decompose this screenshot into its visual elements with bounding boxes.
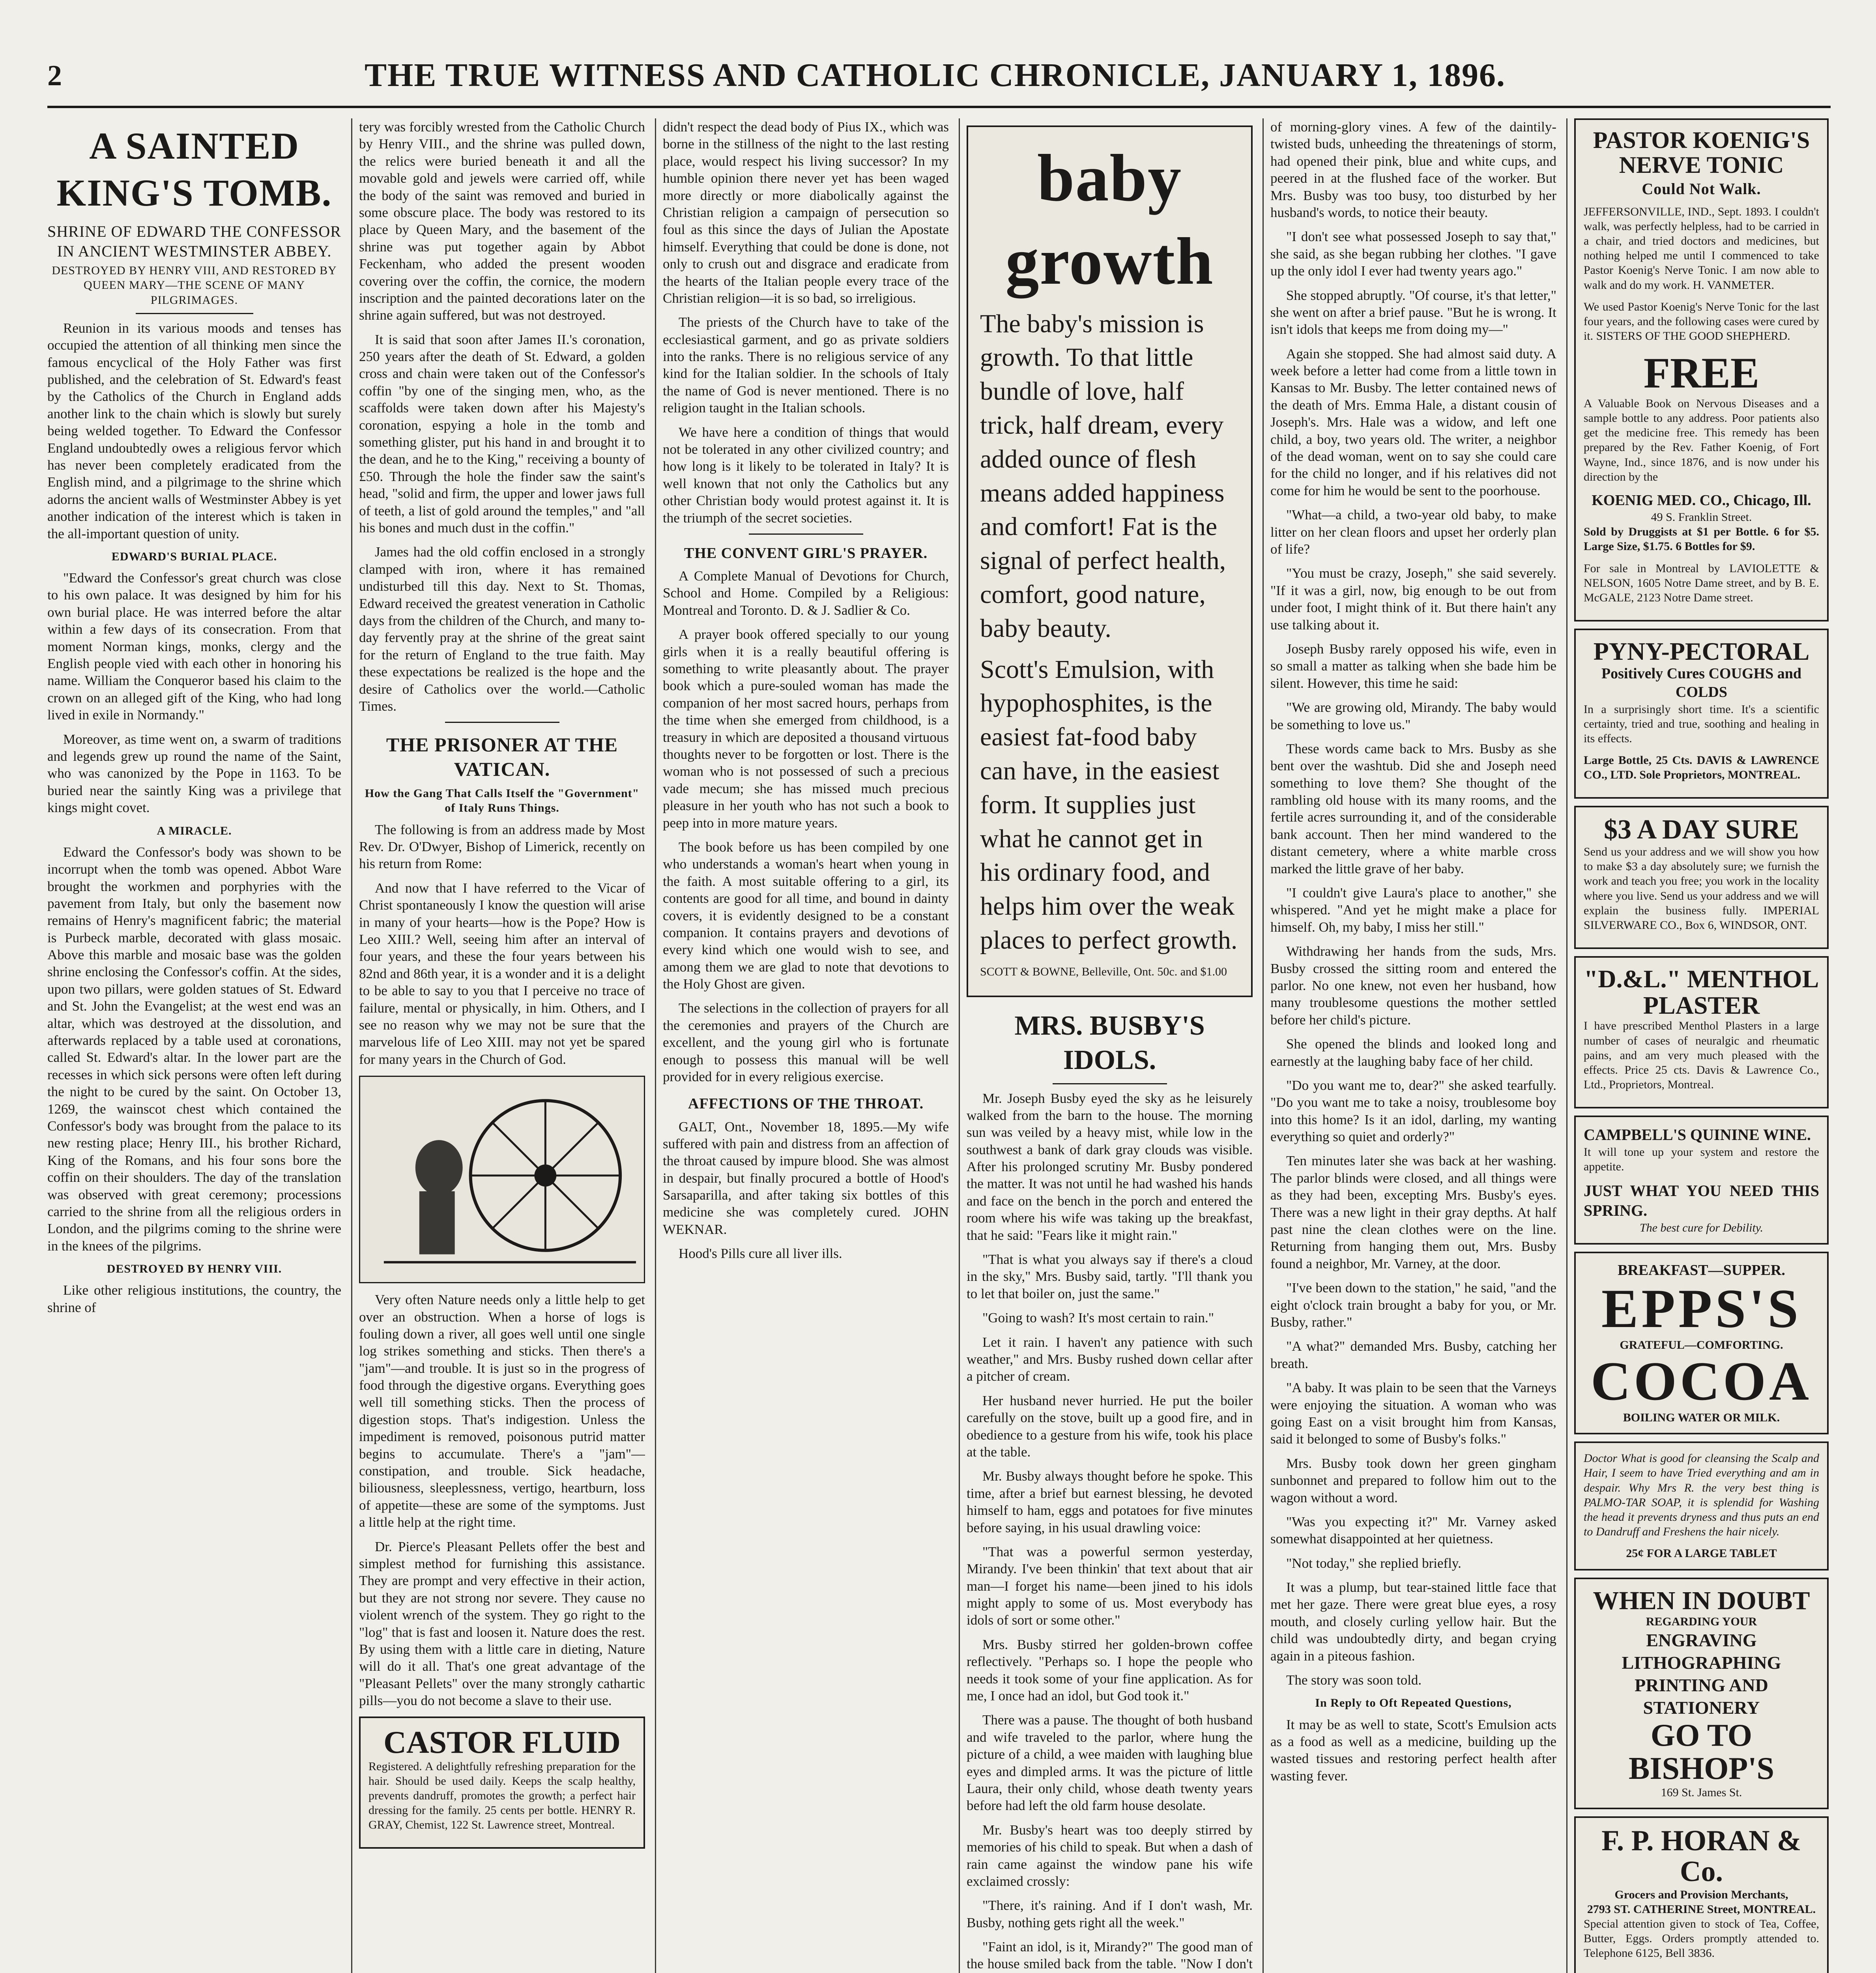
paragraph: "I've been down to the station," he said, "and the eight o'clock train brought a baby for you, or Mr. Busby, rather." (1270, 1280, 1556, 1330)
column-divider (1566, 118, 1567, 1973)
column-4 (967, 118, 1253, 1973)
section-heading: EDWARD'S BURIAL PLACE. (111, 550, 277, 563)
paragraph: Like other religious institutions, the country, the shrine of (47, 1282, 341, 1315)
page-number: 2 (47, 60, 62, 92)
section-heading: In Reply to Oft Repeated Questions, (1315, 1696, 1512, 1710)
paragraph: Withdrawing her hands from the suds, Mrs. Busby crossed the sitting room and entered the parlor. No one knew, not even her husband, how many troublesome questions the mother settled before her child's picture. (1270, 943, 1556, 1028)
ad-title: baby growth (1005, 141, 1214, 298)
paragraph: There was a pause. The thought of both husband and wife traveled to the parlor, where hung the picture of a child, a wee maiden with laughing blue eyes and dimpled arms. It was the picture of little Laura, their only child, whose death twenty years before had left the old farm house desolate. (967, 1712, 1253, 1814)
paragraph: The priests of the Church have to take of the ecclesiastical garment, and go as private soldiers into the ranks. There is no religious service of any kind for the Italian soldier. In the schools of Italy the name of God is never mentioned. There is no religion taught in the Italian schools. (663, 314, 949, 416)
paragraph: "Was you expecting it?" Mr. Varney asked somewhat disappointed at her quietness. (1270, 1514, 1556, 1547)
article-title: MRS. BUSBY'S IDOLS. (1014, 1010, 1205, 1075)
paragraph: She opened the blinds and looked long and earnestly at the laughing baby face of her child. (1270, 1036, 1556, 1069)
ad-address: 2793 ST. CATHERINE Street, MONTREAL. (1587, 1902, 1816, 1916)
ad-subtitle: Positively Cures COUGHS and COLDS (1601, 665, 1802, 701)
ad-subtitle: Could Not Walk. (1642, 180, 1761, 198)
article-subtitle: How the Gang That Calls Itself the "Government" of Italy Runs Things. (365, 787, 640, 815)
ad-subtitle: Grocers and Provision Merchants, (1614, 1888, 1788, 1901)
ad-title: "D.&L." MENTHOL PLASTER (1584, 965, 1819, 1020)
ad-text: Doctor What is good for cleansing the Scalp and Hair, I seem to have Tried everything and am in despair. Why Mrs R. the very best thing is PALMO-TAR SOAP, it is splendid for Washing the head it prevents dryness and thus puts an end to Dandruff and Freshens the hair nicely. (1584, 1452, 1819, 1539)
divider (445, 722, 559, 723)
horan-grocers-ad (1574, 1816, 1829, 1973)
castor-fluid-ad (359, 1717, 645, 1849)
paragraph: It is said that soon after James II.'s coronation, 250 years after the death of St. Edward, a golden cross and chain were taken out of the Confessor's coffin "by one of the singing men, who, as the scaffolds were taken down after his Majesty's coronation, espying a hole in the tomb and something glister, put his hand in and brought it to the dean, and he to the King," receiving a bounty of £50. Through the hole the finder saw the saint's head, "solid and firm, the upper and lower jaws full of teeth, a list of gold around the temples," and "all his bones and much dust in the coffin." (359, 331, 645, 535)
paragraph: Hood's Pills cure all liver ills. (679, 1246, 842, 1262)
paragraph: "Edward the Confessor's great church was close to his own palace. It was designed by him for his own burial place. He was interred before the altar within a few days of its consecration. From that moment Norman kings, monks, clergy and the English people vied with each other in honoring his name. William the Conqueror based his claim to the crown on an alleged gift of the King, who had long lived in exile in Normandy." (47, 570, 341, 723)
paragraph: didn't respect the dead body of Pius IX., which was borne in the stillness of the night to the last resting place, would respect his living successor? In my humble opinion there never yet has been waged more directly or more diabolically against the Christian religion a campaign of persecution so foul as this since the days of Julian the Apostate himself. Everything that could be done is done, not only to crush out and disgrace and eradicate from the hearts of the Italian people every trace of the Christian religion—it is so bad, so irreligious. (663, 119, 949, 306)
paragraph: The following is from an address made by Most Rev. Dr. O'Dwyer, Bishop of Limerick, recently on his return from Rome: (359, 822, 645, 872)
ad-title: WHEN IN DOUBT (1593, 1586, 1810, 1615)
column-6-ads (1574, 118, 1829, 1973)
paragraph: Mr. Busby's heart was too deeply stirred by memories of his child to speak. But when a dash of rain came against the window pane his wife exclaimed crossly: (967, 1822, 1253, 1889)
paragraph: Ten minutes later she was back at her washing. The parlor blinds were closed, and all things were as they had been, excepting Mrs. Busby's eyes. There was a new light in their gray depths. At half past nine the clean clothes were on the line. Returning from hanging them out, Mrs. Busby found a neighbor, Mr. Varney, at the door. (1270, 1153, 1556, 1271)
bishops-stationery-ad (1574, 1578, 1829, 1810)
paragraph: Very often Nature needs only a little help to get over an obstruction. When a horse of logs is fouling down a river, all goes well until one single log strikes something and sticks. Then there's a "jam"—and trouble. It is just so in the progress of food through the digestive organs. Everything goes well till something sticks. Then the process of digestion stops. That's indigestion. Unless the impediment is removed, poisonous putrid matter begins to accumulate. There's a "jam"—constipation, and trouble. Sick headache, biliousness, sleeplessness, vertigo, heartburn, loss of appetite—these are some of the symptoms. Just a little help at the right time. (359, 1292, 645, 1530)
ad-footer: Special attention given to stock of Tea, Coffee, Butter, Eggs. Orders promptly attended to. Telephone 6125, Bell 3836. (1584, 1917, 1819, 1960)
paragraph: tery was forcibly wrested from the Catholic Church by Henry VIII., and the shrine was pulled down, the relics were buried beneath it and all the movable gold and jewels were carried off, while the body of the saint was removed and buried in some obscure place. The body was restored to its place by Queen Mary, and the basement of the shrine was put together again by Abbot Feckenham, who added the present wooden covering over the coffin, the cornice, the modern inscription and the painted decorations later on the shrine again suffered, but was not destroyed. (359, 119, 645, 323)
article-title: THE PRISONER AT THE VATICAN. (386, 734, 618, 781)
ad-company: KOENIG MED. CO., Chicago, Ill. (1592, 492, 1811, 509)
ad-address: 49 S. Franklin Street. (1651, 511, 1752, 524)
masthead: THE TRUE WITNESS AND CATHOLIC CHRONICLE, JANUARY 1, 1896. (364, 57, 1506, 94)
campbells-quinine-wine-ad (1574, 1116, 1829, 1244)
paragraph: The book before us has been compiled by one who understands a woman's heart when young in the faith. A most suitable offering to a girl, its contents are good for all time, and bound in dainty covers, it is evidently designed to be a constant companion. It contains prayers and devotions of every kind which one would wish to see, and among them we are glad to note that devotions to the Holy Ghost are given. (663, 839, 949, 992)
paragraph: Reunion in its various moods and tenses has occupied the attention of all thinking men since the famous encyclical of the Holy Father was first published, and the celebration of St. Edward's feast by the Catholics of the Church in England adds another link to the chain which is slowly but surely being welded together. To Edward the Confessor England undoubtedly owes a religious fervor which has never been completely eradicated from the English mind, and a pilgrimage to the shrine which adorns the ancient walls of Westminster Abbey is yet another indication of the interest which is taken in the all-important question of unity. (47, 320, 341, 541)
ad-text: Registered. A delightfully refreshing preparation for the hair. Should be used daily. Keeps the scalp healthy, prevents dandruff, promotes the growth; a perfect hair dressing for the family. 25 cents per bottle. HENRY R. GRAY, Chemist, 122 St. Lawrence street, Montreal. (368, 1760, 636, 1832)
paragraph: "What—a child, a two-year old baby, to make litter on her clean floors and upset her orderly plan of life? (1270, 507, 1556, 557)
ad-top: BREAKFAST—SUPPER. (1618, 1262, 1785, 1279)
ad-title: $3 A DAY SURE (1604, 814, 1799, 845)
paragraph: Mrs. Busby took down her green gingham sunbonnet and prepared to follow him out to the wagon without a word. (1270, 1455, 1556, 1505)
ad-text: Scott's Emulsion, with hypophosphites, is the easiest fat-food baby can have, in the easiest form. It supplies just what he cannot get in his ordinary food, and helps him over the weak places to perfect growth. (980, 655, 1238, 955)
ad-footer: SCOTT & BOWNE, Belleville, Ont. 50c. and $1.00 (980, 965, 1227, 978)
ad-slogan: JUST WHAT YOU NEED THIS SPRING. (1584, 1182, 1819, 1219)
ad-store: GO TO BISHOP'S (1628, 1718, 1775, 1786)
column-2 (359, 118, 645, 1973)
wheel-illustration-icon (360, 1077, 644, 1282)
paragraph: "There, it's raining. And if I don't wash, Mr. Busby, nothing gets right all the week." (967, 1898, 1253, 1930)
article-subtitle: SHRINE OF EDWARD THE CONFESSOR IN ANCIENT WESTMINSTER ABBEY. (47, 223, 341, 260)
ad-product: COCOA (1590, 1351, 1812, 1412)
paragraph: It was a plump, but tear-stained little face that met her gaze. There were great blue eyes, a rosy mouth, and closely curling yellow hair. But the child was undoubtedly dirty, and began crying again in a piteous fashion. (1270, 1580, 1556, 1664)
paragraph: "I don't see what possessed Joseph to say that," she said, as she began rubbing her clothes. "I gave up the only idol I ever had twenty years ago." (1270, 229, 1556, 279)
paragraph: The story was soon told. (1286, 1672, 1422, 1688)
paragraph: "Faint an idol, is it, Mirandy?" The good man of the house smiled back from the table. "Now I don't (967, 1939, 1253, 1972)
ad-text: The baby's mission is growth. To that little bundle of love, half trick, half dream, every added ounce of flesh means added happiness and comfort! Fat is the signal of perfect health, comfort, good nature, baby beauty. (980, 309, 1226, 643)
ad-title: PASTOR KOENIG'S NERVE TONIC (1593, 127, 1810, 178)
paragraph: Dr. Pierce's Pleasant Pellets offer the best and simplest method for furnishing this assistance. They are prompt and very effective in their action, but they are not strong nor severe. They cause no violent wrench of the system. They go right to the "log" that is fast and loosen it. Nature does the rest. By using them with a little care in dieting, Nature will do it all. That's one great advantage of the "Pleasant Pellets" over the many strongly cathartic pills—you do not become a slave to their use. (359, 1539, 645, 1709)
masthead-rule (47, 106, 1831, 108)
ad-text: It will tone up your system and restore the appetite. (1584, 1146, 1819, 1174)
ad-title: EPPS'S (1601, 1278, 1802, 1339)
column-5 (1270, 118, 1556, 1973)
ad-footer: BOILING WATER OR MILK. (1623, 1411, 1780, 1425)
divider (749, 533, 863, 535)
paragraph: Mr. Joseph Busby eyed the sky as he leisurely walked from the barn to the house. The morning sun was veiled by a heavy mist, while low in the southwest a bank of dark gray clouds was visible. After his prolonged scrutiny Mr. Busby pondered the matter. It was not until he had washed his hands and face on the bench in the porch and entered the room where his wife was taking up the breakfast, that he said: "Fears like it might rain." (967, 1090, 1253, 1243)
pyny-pectoral-ad (1574, 629, 1829, 799)
paragraph: And now that I have referred to the Vicar of Christ spontaneously I know the question will arise in many of your hearts—how is the Pope? How is Leo XIII.? Well, seeing him after an interval of four years, and these the four years between his 82nd and 86th year, it is a wonder and it is a delight to be able to say to you that I perceive no trace of failure, mental or physically, in him. Others, and I see no reason why we may not be sure that the marvelous life of Leo XIII. may not yet be spared for many years in the Church of God. (359, 880, 645, 1067)
ad-text: We used Pastor Koenig's Nerve Tonic for the last four years, and the following cases were cured by it. SISTERS OF THE GOOD SHEPHERD. (1584, 300, 1819, 343)
column-divider (655, 118, 656, 1973)
paragraph: A Complete Manual of Devotions for Church, School and Home. Compiled by a Religious: Montreal and Toronto. D. & J. Sadlier & Co. (663, 568, 949, 618)
paragraph: Edward the Confessor's body was shown to be incorrupt when the tomb was opened. Abbot Ware brought the workmen and porphyries with the pavement from Italy, but only the basement now remains of Henry's magnificent fabric; the material is Purbeck marble, decorated with glass mosaic. Above this marble and mosaic base was the golden shrine enclosing the Confessor's coffin. At the sides, upon two pillars, were golden statues of St. Edward and St. John the Evangelist; at the west end was an altar, which was destroyed at the dissolution, and afterwards replaced by a table used at coronations, called St. Edward's altar. In the lower part are the recesses in which sick persons were often left during the night to be cured by the saint. On October 13, 1269, the wainscot chest which contained the Confessor's body was brought from the palace to its new resting place; Henry III., his brother Richard, King of the Romans, and his four sons bore the coffin on their shoulders. The day of the translation was observed with great ceremony; processions carried to the shrine from all the religious orders in London, and the pilgrims coming to the shrine were in the knees of the pilgrims. (47, 844, 341, 1254)
ad-title: PYNY-PECTORAL (1593, 637, 1810, 666)
paragraph: "We are growing old, Mirandy. The baby would be something to love us." (1270, 700, 1556, 732)
column-divider (1263, 118, 1264, 1973)
paragraph: We have here a condition of things that would not be tolerated in any other civilized country; and how long is it likely to be tolerated in Italy? It is well known that not only the Catholics but any other Christian body would protest against it. It is the triumph of the secret societies. (663, 424, 949, 526)
ad-title: F. P. HORAN & Co. (1601, 1825, 1801, 1888)
paragraph: Moreover, as time went on, a swarm of traditions and legends grew up round the name of the Saint, who was canonized by the Pope in 1163. To be buried near the saintly King was a privilege that kings might covet. (47, 731, 341, 816)
menthol-plaster-ad (1574, 956, 1829, 1108)
ad-subtitle: REGARDING YOUR (1646, 1615, 1757, 1628)
ad-address: 169 St. James St. (1661, 1786, 1742, 1799)
paragraph: of morning-glory vines. A few of the daintily-twisted buds, unheeding the threatenings of storm, had opened their pink, blue and white cups, and peered in at the flushed face of the worker. But Mrs. Busby was too busy, too disturbed by her husband's words, to notice their beauty. (1270, 119, 1556, 220)
ad-free-word: FREE (1643, 349, 1760, 397)
ad-title: CASTOR FLUID (383, 1725, 621, 1760)
palmo-tar-soap-ad (1574, 1441, 1829, 1570)
article-title: A SAINTED KING'S TOMB. (56, 125, 332, 214)
article-deck: DESTROYED BY HENRY VIII, AND RESTORED BY QUEEN MARY—THE SCENE OF MANY PILGRIMAGES. (52, 264, 337, 307)
woodcut-illustration (359, 1076, 645, 1283)
paragraph: Her husband never hurried. He put the boiler carefully on the stove, built up a good fire, and in obedience to a gesture from his wife, took his place at the table. (967, 1393, 1253, 1460)
article-title: THE CONVENT GIRL'S PRAYER. (684, 545, 928, 562)
paragraph: GALT, Ont., November 18, 1895.—My wife suffered with pain and distress from an affection of the throat caused by impure blood. She was almost in despair, but finally procured a bottle of Hood's Sarsaparilla, and after taking six bottles of this medicine she was completely cured. JOHN WEKNAR. (663, 1119, 949, 1237)
column-1 (47, 118, 341, 1973)
paragraph: "You must be crazy, Joseph," she said severely. "If it was a girl, now, big enough to be out from under foot, I might think of it. But there hain't any use talking about it. (1270, 565, 1556, 633)
section-heading: A MIRACLE. (157, 824, 232, 837)
paragraph: "A what?" demanded Mrs. Busby, catching her breath. (1270, 1338, 1556, 1371)
paragraph: The selections in the collection of prayers for all the ceremonies and prayers of the Church are excellent, and the young girl who is fortunate enough to possess this manual will be well provided for in every religious exercise. (663, 1000, 949, 1085)
ad-services: ENGRAVING LITHOGRAPHING PRINTING AND STATIONERY (1622, 1630, 1781, 1718)
divider (136, 313, 253, 314)
column-divider (351, 118, 352, 1973)
ad-text: A Valuable Book on Nervous Diseases and a sample bottle to any address. Poor patients also get the medicine free. This remedy has been prepared by the Rev. Father Koenig, of Fort Wayne, Ind., since 1876, and is now under his direction by the (1584, 397, 1819, 483)
column-divider (959, 118, 960, 1973)
paragraph: "Not today," she replied briefly. (1286, 1555, 1461, 1571)
ad-footer: 25¢ FOR A LARGE TABLET (1626, 1547, 1777, 1560)
paragraph: These words came back to Mrs. Busby as she bent over the washtub. Did she and Joseph need something to love them? She thought of the rambling old house with its many rooms, and the fertile acres surrounding it, and of the considerable bank account. Then her mind wandered to the distant cemetery, where a white marble cross marked the little grave of her baby. (1270, 741, 1556, 876)
ad-text: In a surprisingly short time. It's a scientific certainty, tried and true, soothing and healing in its effects. (1584, 702, 1819, 745)
section-heading: AFFECTIONS OF THE THROAT. (688, 1095, 924, 1112)
ad-text: Send us your address and we will show you how to make $3 a day absolutely sure; we furnish the work and teach you free; you work in the locality where you live. Send us your address and we will explain the business fully. IMPERIAL SILVERWARE CO., Box 6, WINDSOR, ONT. (1584, 845, 1819, 932)
paragraph: "A baby. It was plain to be seen that the Varneys were enjoying the situation. A woman who was going East on a visit brought him from Kansas, said it belonged to some of Busby's folks." (1270, 1380, 1556, 1447)
paragraph: "I couldn't give Laura's place to another," she whispered. "And yet he might make a place for himself. Oh, my baby, I miss her still." (1270, 885, 1556, 935)
ad-text: Sold by Druggists at $1 per Bottle. 6 for $5. Large Size, $1.75. 6 Bottles for $9. (1584, 525, 1819, 553)
epps-cocoa-ad (1574, 1252, 1829, 1434)
paragraph: "Going to wash? It's most certain to rain." (982, 1310, 1214, 1326)
divider (1053, 1083, 1167, 1084)
paragraph: "That was a powerful sermon yesterday, Mirandy. I've been thinkin' that text about that air man—I forget his name—been jined to his idols might apply to some of us. Most everybody has idols of sort or some other." (967, 1544, 1253, 1628)
koenig-nerve-tonic-ad (1574, 118, 1829, 621)
column-3 (663, 118, 949, 1973)
ad-text: JEFFERSONVILLE, IND., Sept. 1893. I couldn't walk, was perfectly helpless, had to be carried in a chair, and tried doctors and medicines, but nothing helped me until I commenced to take Pastor Koenig's Nerve Tonic. I am now able to walk and do my work. H. VANMETER. (1584, 205, 1819, 292)
paragraph: James had the old coffin enclosed in a strongly clamped with iron, where it has remained undisturbed till this day. Next to St. Thomas, Edward received the greatest veneration in Catholic days from the children of the Church, and many to-day fervently pray at the shrine of the great saint for the return of England to the true faith. May these expectations be realized is the hope and the desire of Catholics over the world.—Catholic Times. (359, 544, 645, 714)
ad-footer: The best cure for Debility. (1639, 1221, 1763, 1234)
ad-text: I have prescribed Menthol Plasters in a large number of cases of neuralgic and rheumatic pains, and am very much pleased with the effects. Price 25 cts. Davis & Lawrence Co., Ltd., Proprietors, Montreal. (1584, 1019, 1819, 1091)
paragraph: "Do you want me to, dear?" she asked tearfully. "Do you want me to take a noisy, troublesome boy into this home? Is it an idol, darling, my wanting everything so quiet and orderly?" (1270, 1077, 1556, 1145)
paragraph: Mrs. Busby stirred her golden-brown coffee reflectively. "Perhaps so. I hope the people who needs it took some of your fine application. As for me, I once had an idol, but God took it." (967, 1636, 1253, 1704)
ad-footer: Large Bottle, 25 Cts. DAVIS & LAWRENCE CO., LTD. Sole Proprietors, MONTREAL. (1584, 754, 1819, 782)
paragraph: "That is what you always say if there's a cloud in the sky," Mrs. Busby said, tartly. "I'll thank you to let that boiler on, just the same." (967, 1252, 1253, 1301)
three-dollar-a-day-ad (1574, 806, 1829, 949)
paragraph: Let it rain. I haven't any patience with such weather," and Mrs. Busby rushed down cellar after a pitcher of cream. (967, 1334, 1253, 1384)
paragraph: She stopped abruptly. "Of course, it's that letter," she went on after a brief pause. "But he is wrong. It isn't idols that keeps me from doing my—" (1270, 287, 1556, 337)
paragraph: Again she stopped. She had almost said duty. A week before a letter had come from a little town in Kansas to Mr. Busby. The letter contained news of the death of Mrs. Emma Hale, a distant cousin of Joseph's. Mrs. Hale was a widow, and left one child, a boy, two years old. The writer, a neighbor of the dead woman, went on to say she could care for the child no longer, and if his relatives did not come for him he would be sent to the poorhouse. (1270, 346, 1556, 498)
paragraph: Mr. Busby always thought before he spoke. This time, after a brief but earnest blessing, he devoted himself to ham, eggs and potatoes for five minutes before saying, in his usual drawling voice: (967, 1468, 1253, 1535)
ad-middle: GRATEFUL—COMFORTING. (1620, 1338, 1783, 1352)
scotts-emulsion-ad (967, 125, 1253, 997)
ad-text: For sale in Montreal by LAVIOLETTE & NELSON, 1605 Notre Dame street, and by B. E. McGALE, 2123 Notre Dame street. (1584, 562, 1819, 604)
paragraph: It may be as well to state, Scott's Emulsion acts as a food as well as a medicine, building up the wasted tissues and restoring perfect health after wasting fever. (1270, 1717, 1556, 1784)
paragraph: Joseph Busby rarely opposed his wife, even in so small a matter as talking when she bade him be silent. However, this time he said: (1270, 641, 1556, 691)
section-heading: DESTROYED BY HENRY VIII. (107, 1262, 282, 1276)
paragraph: A prayer book offered specially to our young girls when it is a really beautiful offering is something to write pleasantly about. The prayer book which a pure-souled woman has made the companion of her most sacred hours, perhaps from the time when she emerged from childhood, is a treasury in which are deposited a thousand virtuous thoughts never to be forgotten or lost. There is the woman who is not possessed of such a precious vade mecum; she has missed much precious pleasure in her youth who has not such a book to peep into in more mature years. (663, 627, 949, 831)
ad-title: CAMPBELL'S QUININE WINE. (1584, 1126, 1811, 1144)
